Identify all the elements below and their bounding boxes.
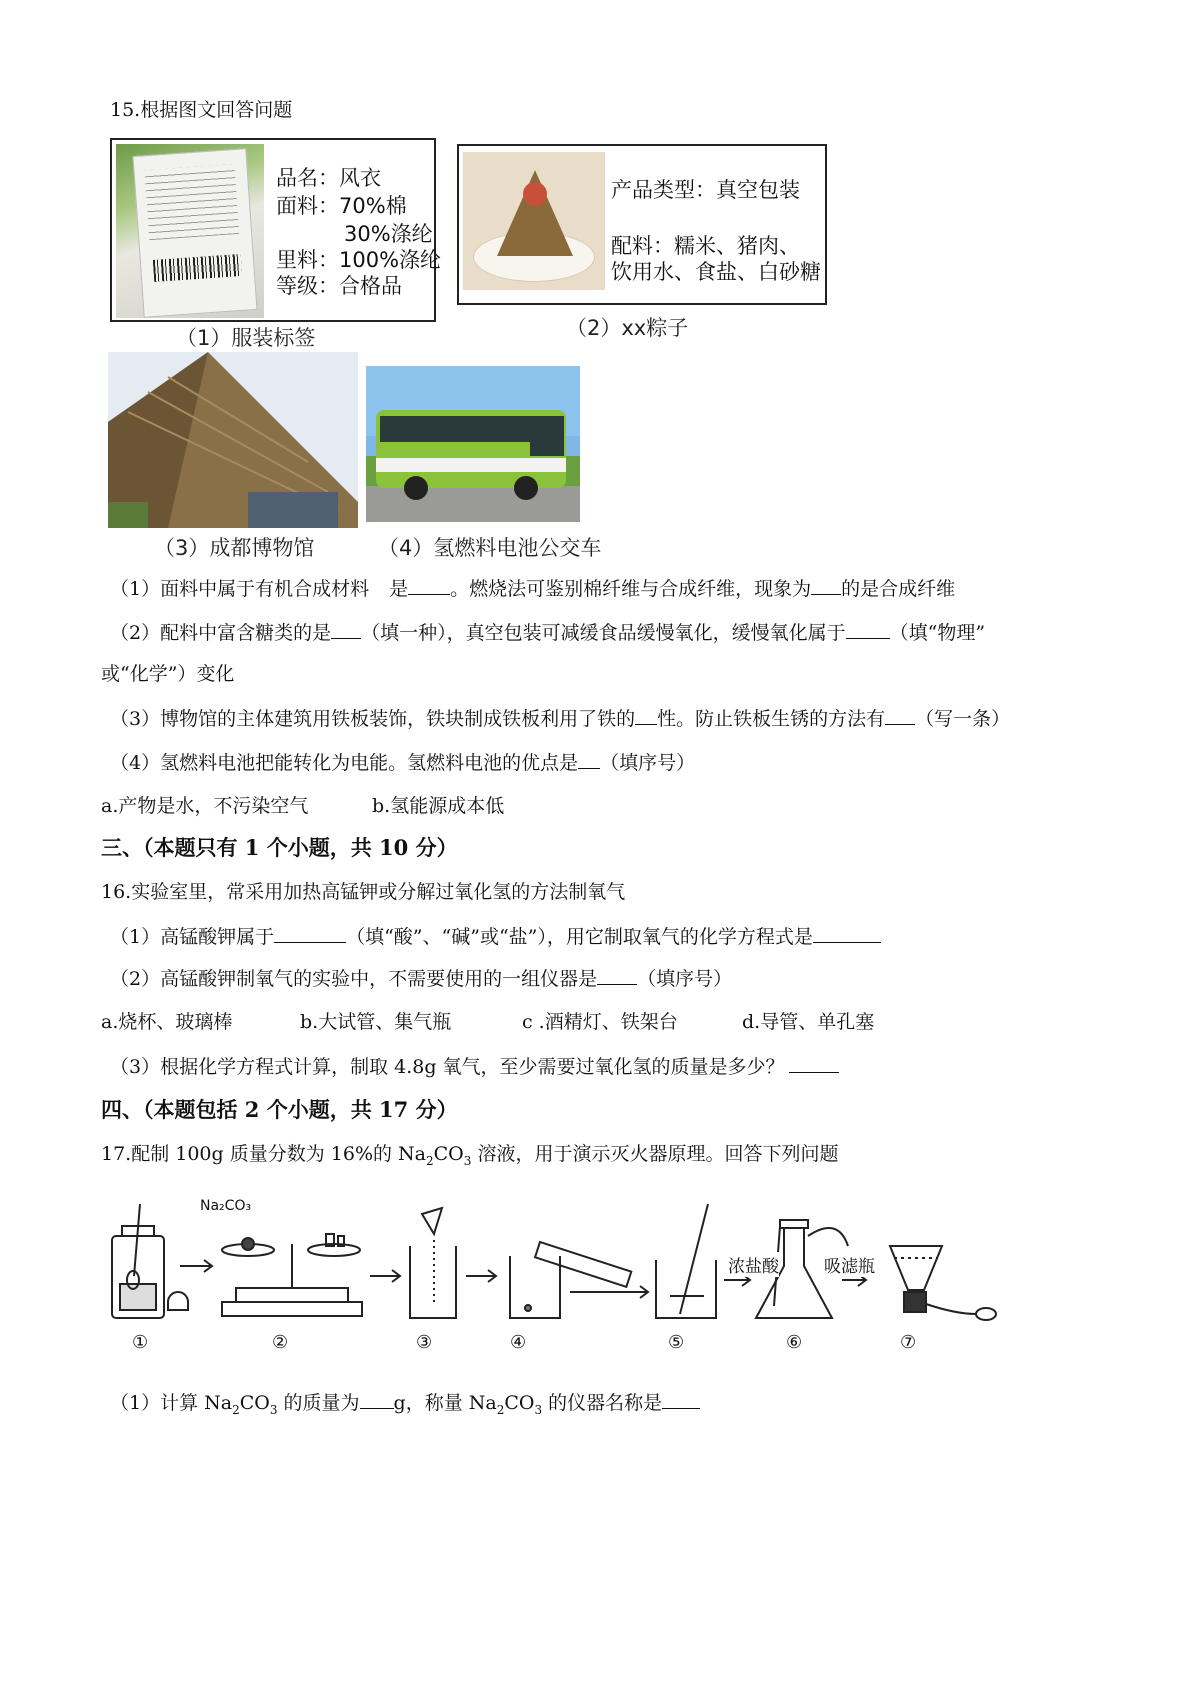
q16-title: 16.实验室里，常采用加热高锰钾或分解过氧化氢的方法制氧气 bbox=[101, 881, 626, 903]
label1-line4: 里料：100%涤纶 bbox=[276, 248, 442, 272]
blank[interactable] bbox=[885, 706, 915, 725]
label1-line3: 30%涤纶 bbox=[344, 222, 433, 246]
q15-part3: （3）博物馆的主体建筑用铁板装饰，铁块制成铁板利用了铁的 性。防止铁板生锈的方法有 （写一条） bbox=[110, 708, 1011, 730]
caption-3: （3）成都博物馆 bbox=[154, 536, 315, 560]
reagent-bottle-icon bbox=[112, 1204, 188, 1318]
blank[interactable] bbox=[635, 706, 657, 725]
q17-title: 17.配制 100g 质量分数为 16%的 $Na_2CO_3$ 溶液，用于演示灭火器原理。回答下列问题 bbox=[101, 1143, 839, 1168]
blank[interactable] bbox=[360, 1390, 394, 1409]
blank[interactable] bbox=[331, 620, 361, 639]
blank[interactable] bbox=[597, 966, 637, 985]
tag-card bbox=[132, 148, 257, 318]
blank[interactable] bbox=[811, 576, 841, 595]
clothing-tag-photo bbox=[116, 144, 264, 318]
q15-part1: （1）面料中属于有机合成材料 是 。燃烧法可鉴别棉纤维与合成纤维，现象为 的是合成纤维 bbox=[110, 578, 956, 600]
beaker-powder-icon bbox=[410, 1208, 456, 1318]
q15-part2-cont: 或“化学”）变化 bbox=[101, 663, 235, 685]
blank[interactable] bbox=[578, 750, 600, 769]
na2co3-figure-label: Na₂CO₃ bbox=[200, 1198, 252, 1214]
label1-line1: 品名：风衣 bbox=[276, 166, 381, 190]
q15-option-a: a.产物是水，不污染空气 bbox=[101, 795, 309, 817]
barcode-icon bbox=[153, 254, 242, 282]
step-label-7: ⑦ bbox=[900, 1332, 917, 1353]
clothing-label-panel bbox=[110, 138, 442, 322]
beaker-stir-icon bbox=[656, 1204, 716, 1318]
label2-line1: 产品类型：真空包装 bbox=[611, 178, 800, 202]
q16-part1: （1）高锰酸钾属于 （填“酸”、“碱”或“盐”），用它制取氧气的化学方程式是 bbox=[110, 924, 881, 949]
q15-title: 15.根据图文回答问题 bbox=[110, 99, 293, 121]
caption-2: （2）xx粽子 bbox=[566, 316, 689, 340]
step-label-3: ③ bbox=[416, 1332, 433, 1353]
label1-line2: 面料：70%棉 bbox=[276, 194, 407, 218]
q16-option-c: c .酒精灯、铁架台 bbox=[522, 1011, 678, 1033]
acid-figure-label: 浓盐酸 bbox=[728, 1252, 779, 1277]
step-label-5: ⑤ bbox=[668, 1332, 685, 1353]
zongzi-photo bbox=[463, 152, 605, 290]
q15-part2: （2）配料中富含糖类的是 （填一种），真空包装可减缓食品缓慢氧化，缓慢氧化属于 （填“物理” bbox=[110, 622, 986, 644]
step-label-1: ① bbox=[132, 1332, 149, 1353]
balance-icon bbox=[222, 1234, 362, 1316]
flask-figure-label: 吸滤瓶 bbox=[824, 1252, 875, 1277]
label2-line2: 配料：糯米、猪肉、 bbox=[611, 234, 800, 258]
label2-line3: 饮用水、食盐、白砂糖 bbox=[611, 260, 821, 284]
caption-1: （1）服装标签 bbox=[176, 326, 316, 350]
step-label-4: ④ bbox=[510, 1332, 527, 1353]
blank[interactable] bbox=[846, 620, 890, 639]
section-3-heading: 三、（本题只有 1 个小题，共 10 分） bbox=[101, 835, 458, 860]
step-label-6: ⑥ bbox=[786, 1332, 803, 1353]
experiment-diagram bbox=[100, 1196, 1010, 1356]
museum-photo bbox=[108, 352, 358, 528]
q16-option-b: b.大试管、集气瓶 bbox=[300, 1011, 452, 1033]
step-label-2: ② bbox=[272, 1332, 289, 1353]
bus-photo bbox=[366, 366, 580, 522]
blank[interactable] bbox=[813, 924, 881, 943]
blank[interactable] bbox=[274, 924, 346, 943]
q16-part2: （2）高锰酸钾制氧气的实验中，不需要使用的一组仪器是 （填序号） bbox=[110, 968, 733, 990]
caption-4: （4）氢燃料电池公交车 bbox=[378, 536, 602, 560]
q16-option-d: d.导管、单孔塞 bbox=[742, 1011, 875, 1033]
blank[interactable] bbox=[789, 1054, 839, 1073]
beaker-pour-icon bbox=[510, 1242, 631, 1318]
label1-line5: 等级：合格品 bbox=[276, 274, 402, 298]
q16-part3: （3）根据化学方程式计算，制取 4.8g 氧气，至少需要过氧化氢的质量是多少？ bbox=[110, 1054, 839, 1079]
zongzi-label-panel bbox=[457, 144, 827, 305]
q15-part4: （4）氢燃料电池把能转化为电能。氢燃料电池的优点是 （填序号） bbox=[110, 752, 696, 774]
q15-option-b: b.氢能源成本低 bbox=[372, 795, 505, 817]
section-4-heading: 四、（本题包括 2 个小题，共 17 分） bbox=[101, 1097, 458, 1122]
q16-option-a: a.烧杯、玻璃棒 bbox=[101, 1011, 233, 1033]
q17-part1: （1）计算 $Na_2CO_3$ 的质量为 g，称量 $Na_2CO_3$ 的仪器名称是 bbox=[110, 1390, 700, 1422]
extinguisher-demo-icon bbox=[890, 1246, 996, 1320]
blank[interactable] bbox=[408, 576, 450, 595]
blank[interactable] bbox=[662, 1390, 700, 1409]
